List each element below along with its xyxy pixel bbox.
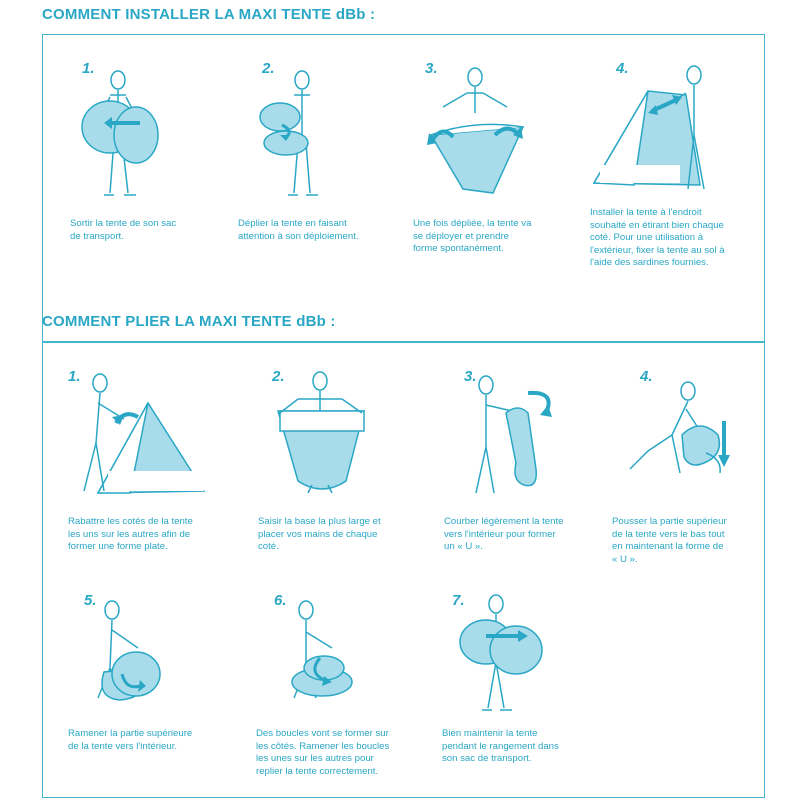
install-section-title: COMMENT INSTALLER LA MAXI TENTE dBb : <box>42 6 376 23</box>
step-caption: Rabattre les cotés de la tente les uns sur les autres afin de former une forme plate. <box>68 516 193 552</box>
step-caption: Installer la tente à l'endroit souhaité en étirant bien chaque coté. Pour une utilisation à l'extérieur, fixer la tente au sol à l'aide des sardines fournies. <box>590 207 725 268</box>
folding-tent-sides-illustration <box>68 373 208 498</box>
grabbing-tent-base-illustration <box>268 373 378 498</box>
step-caption: Une fois dépliée, la tente va se déployer et prendre forme spontanément. <box>413 218 532 254</box>
step-number: 4. <box>640 368 653 385</box>
step-caption: Saisir la base la plus large et placer vos mains de chaque coté. <box>258 516 381 552</box>
forming-loops-illustration <box>276 598 386 713</box>
step-caption: Ramener la partie supérieure de la tente vers l'intérieur. <box>68 728 193 752</box>
storing-tent-in-bag-illustration <box>456 596 566 716</box>
person-unfolding-tent-illustration <box>250 65 370 200</box>
step-number: 4. <box>616 60 629 77</box>
step-number: 2. <box>272 368 285 385</box>
bringing-top-inward-illustration <box>88 598 198 713</box>
pushing-tent-down-illustration <box>620 373 740 498</box>
step-number: 1. <box>68 368 81 385</box>
step-number: 6. <box>274 592 287 609</box>
step-caption: Courber légèrement la tente vers l'intérieur pour former un « U ». <box>444 516 564 552</box>
step-caption: Bien maintenir la tente pendant le rangement dans son sac de transport. <box>442 728 559 764</box>
tent-deploying-illustration <box>423 65 543 200</box>
step-caption: Sortir la tente de son sac de transport. <box>70 218 177 242</box>
bending-tent-u-shape-illustration <box>458 373 568 498</box>
tent-installed-illustration <box>590 65 725 200</box>
step-number: 5. <box>84 592 97 609</box>
step-caption: Déplier la tente en faisant attention à son déploiement. <box>238 218 359 242</box>
step-caption: Pousser la partie supérieur de la tente vers le bas tout en maintenant la forme de « U ». <box>612 516 727 565</box>
fold-section-title: COMMENT PLIER LA MAXI TENTE dBb : <box>42 313 336 330</box>
step-number: 1. <box>82 60 95 77</box>
step-number: 3. <box>425 60 438 77</box>
step-caption: Des boucles vont se former sur les côtés. Ramener les boucles les unes sur les autres pour replier la tente correctement. <box>256 728 390 777</box>
person-pulling-tent-from-bag-illustration <box>70 65 190 200</box>
step-number: 7. <box>452 592 465 609</box>
step-number: 3. <box>464 368 477 385</box>
step-number: 2. <box>262 60 275 77</box>
